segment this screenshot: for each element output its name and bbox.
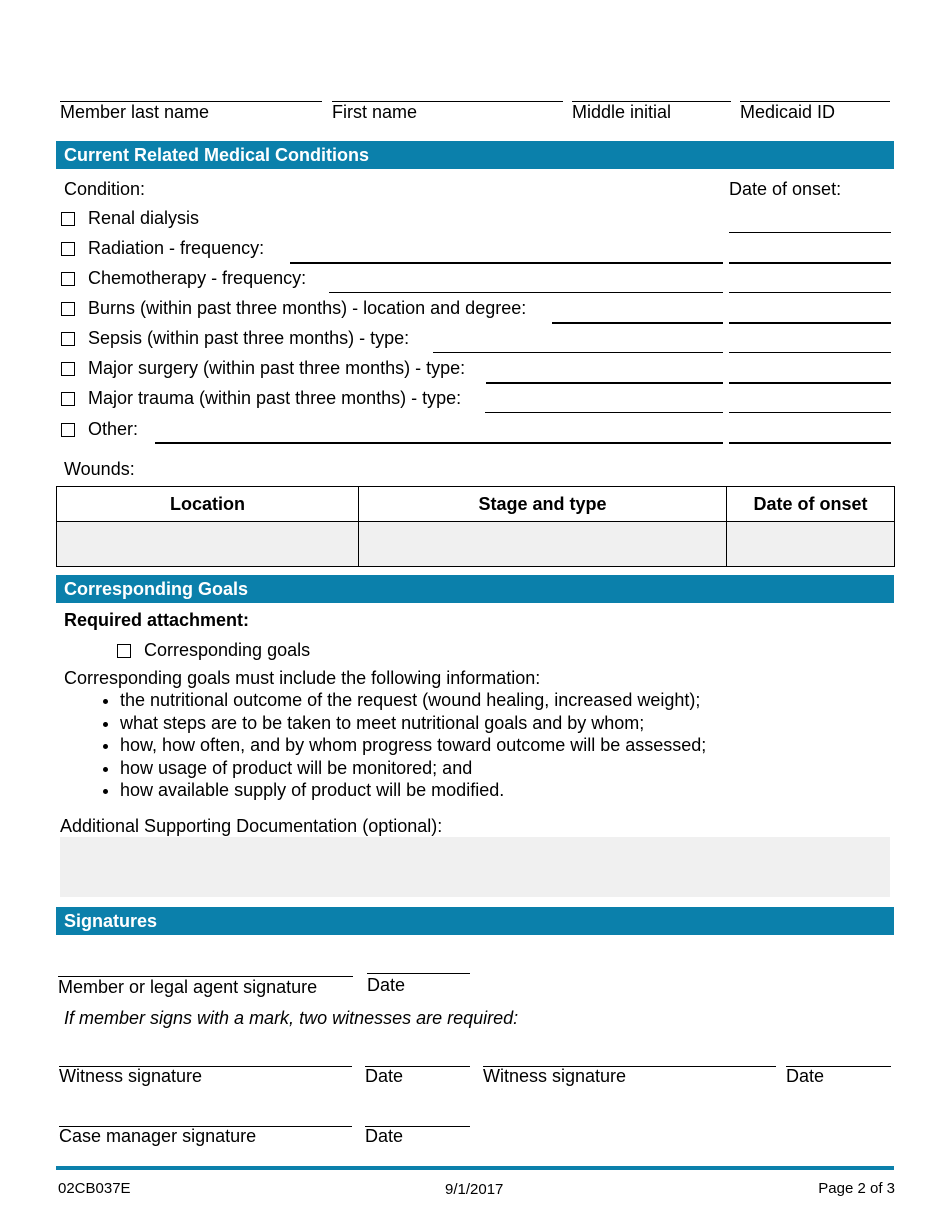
sepsis-checkbox[interactable]	[61, 332, 75, 346]
medicaid-id-label: Medicaid ID	[740, 102, 836, 122]
other-label: Other:	[88, 419, 139, 439]
major-surgery-type-line[interactable]	[486, 382, 723, 384]
required-attachment-label: Required attachment:	[64, 610, 250, 630]
wounds-table	[56, 486, 895, 567]
witness1-signature-label: Witness signature	[59, 1066, 203, 1086]
sepsis-date-line[interactable]	[729, 352, 891, 353]
wounds-header-stage: Stage and type	[359, 487, 727, 522]
table-row	[57, 522, 895, 567]
major-surgery-date-line[interactable]	[729, 382, 891, 384]
radiation-checkbox[interactable]	[61, 242, 75, 256]
sepsis-type-line[interactable]	[433, 352, 723, 353]
wounds-stage-field[interactable]	[359, 522, 727, 567]
middle-initial-label: Middle initial	[572, 102, 672, 122]
first-name-label: First name	[332, 102, 418, 122]
member-date-label: Date	[367, 975, 406, 995]
other-date-line[interactable]	[729, 442, 891, 444]
wounds-label: Wounds:	[64, 459, 135, 479]
renal-dialysis-checkbox[interactable]	[61, 212, 75, 226]
witness2-signature-label: Witness signature	[483, 1066, 627, 1086]
member-date-line[interactable]	[367, 973, 470, 974]
sepsis-label: Sepsis (within past three months) - type:	[88, 328, 410, 348]
goals-list	[64, 689, 706, 802]
signatures-section-header: Signatures	[56, 907, 894, 935]
list-item: • how, how often, and by whom progress toward outcome will be assessed;	[120, 734, 706, 757]
goals-intro: Corresponding goals must include the following information:	[64, 668, 541, 688]
renal-dialysis-label: Renal dialysis	[88, 208, 200, 228]
major-surgery-label: Major surgery (within past three months) - type:	[88, 358, 466, 378]
footer-rule	[56, 1166, 894, 1170]
radiation-date-line[interactable]	[729, 262, 891, 264]
other-description-line[interactable]	[155, 442, 723, 444]
radiation-frequency-line[interactable]	[290, 262, 723, 264]
list-item: • what steps are to be taken to meet nutritional goals and by whom;	[120, 712, 706, 735]
major-trauma-checkbox[interactable]	[61, 392, 75, 406]
corresponding-goals-label: Corresponding goals	[144, 640, 311, 660]
burns-checkbox[interactable]	[61, 302, 75, 316]
condition-label: Condition:	[64, 179, 146, 199]
chemotherapy-date-line[interactable]	[729, 292, 891, 293]
list-item: • the nutritional outcome of the request (wound healing, increased weight);	[120, 689, 706, 712]
list-item: • how available supply of product will be modified.	[120, 779, 706, 802]
date-of-onset-label: Date of onset:	[729, 179, 842, 199]
corresponding-goals-checkbox[interactable]	[117, 644, 131, 658]
case-manager-signature-label: Case manager signature	[59, 1126, 257, 1146]
additional-docs-label: Additional Supporting Documentation (optional):	[60, 816, 443, 836]
additional-docs-field[interactable]	[60, 837, 890, 897]
goals-section-header: Corresponding Goals	[56, 575, 894, 603]
renal-dialysis-date-line[interactable]	[729, 232, 891, 233]
list-item: • how usage of product will be monitored; and	[120, 757, 706, 780]
major-trauma-label: Major trauma (within past three months) - type:	[88, 388, 462, 408]
wounds-header-location: Location	[57, 487, 359, 522]
wounds-location-field[interactable]	[57, 522, 359, 567]
wounds-date-field[interactable]	[727, 522, 895, 567]
major-trauma-type-line[interactable]	[485, 412, 723, 413]
wounds-header-date: Date of onset	[727, 487, 895, 522]
burns-label: Burns (within past three months) - location and degree:	[88, 298, 527, 318]
radiation-label: Radiation - frequency:	[88, 238, 265, 258]
form-date: 9/1/2017	[445, 1181, 504, 1198]
conditions-section-header: Current Related Medical Conditions	[56, 141, 894, 169]
witness1-date-label: Date	[365, 1066, 404, 1086]
major-trauma-date-line[interactable]	[729, 412, 891, 413]
burns-date-line[interactable]	[729, 322, 891, 324]
last-name-label: Member last name	[60, 102, 210, 122]
mark-note: If member signs with a mark, two witnesses are required:	[64, 1008, 519, 1028]
chemotherapy-label: Chemotherapy - frequency:	[88, 268, 307, 288]
witness2-date-label: Date	[786, 1066, 825, 1086]
member-signature-label: Member or legal agent signature	[58, 977, 318, 997]
burns-location-line[interactable]	[552, 322, 723, 324]
form-code: 02CB037E	[58, 1180, 131, 1197]
case-manager-date-label: Date	[365, 1126, 404, 1146]
chemotherapy-checkbox[interactable]	[61, 272, 75, 286]
major-surgery-checkbox[interactable]	[61, 362, 75, 376]
page-number: Page 2 of 3	[818, 1180, 895, 1197]
chemotherapy-frequency-line[interactable]	[329, 292, 723, 293]
other-checkbox[interactable]	[61, 423, 75, 437]
